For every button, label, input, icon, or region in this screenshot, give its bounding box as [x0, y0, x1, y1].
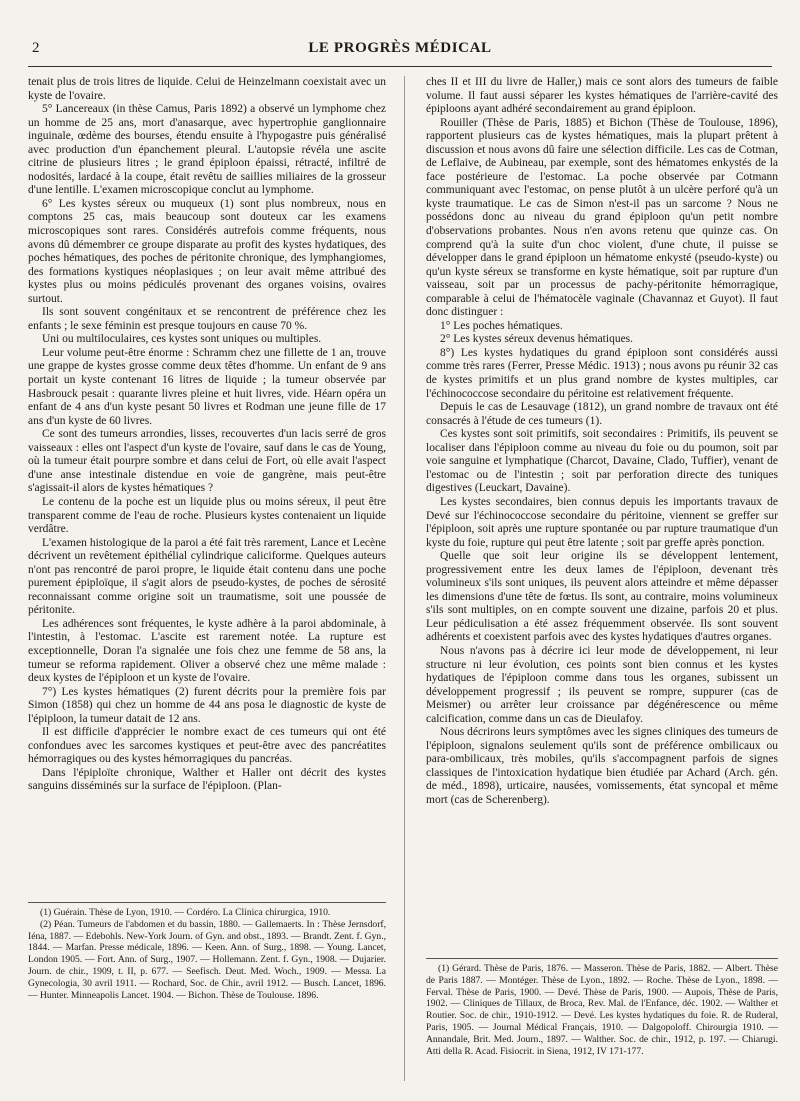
paragraph: 8°) Les kystes hydatiques du grand épiploon sont considérés aussi comme très rares (Ferrer, Presse Médic. 1913) ; nous avons pu réunir 32 cas de kystes primitifs et un plus grand nombre de kystes multiples, car l'échinococcose secondaire du péritoine est relativement fréquente. [426, 346, 778, 400]
paragraph: Ils sont souvent congénitaux et se rencontrent de préférence chez les enfants ; le sexe féminin est presque toujours en cause 70 %. [28, 306, 386, 332]
paragraph: Uni ou multiloculaires, ces kystes sont uniques ou multiples. [42, 333, 322, 346]
paragraph: 1° Les poches hématiques. [440, 319, 563, 332]
paragraph: ches II et III du livre de Haller,) mais ce sont alors des tumeurs de faible volume. Il faut aussi séparer les kystes hématiques de l'arrière-cavité des épiploons ayant adhéré secondairement au grand épiploon. [426, 76, 778, 116]
left-column [28, 76, 386, 794]
paragraph: Ces kystes sont soit primitifs, soit secondaires : Primitifs, ils peuvent se localiser dans l'épiploon comme au niveau du foie ou du poumon, soit par voie sanguine et lymphatique (Charcot, Davaine, Clado, Tuffier), venant de l'estomac ou de l'intestin ; soit par perforation directe des tuniques digestives (Leuckart, Davaine). [426, 428, 778, 495]
paragraph: L'examen histologique de la paroi a été fait très rarement, Lance et Lecène décrivent un revêtement épithélial cylindrique caliciforme. Quelques auteurs n'ont pas rencontré de paroi propre, le liquide était contenu dans une poche purement épiploïque, il s'agit alors de pseudo-kystes, de poches de sérosité reconnaissant comme origine soit un traumatisme, soit une poussée de péritonite. [28, 536, 386, 617]
paragraph: Les adhérences sont fréquentes, le kyste adhère à la paroi abdominale, à l'intestin, à l'estomac. L'ascite est rarement notée. La rupture est exceptionnelle, Doran l'a signalée une fois chez une femme de 58 ans, la tumeur se reforma rapidement. Oliver a observé chez une même malade : deux kystes de l'épiploon et un kyste de l'ovaire. [28, 617, 386, 685]
paragraph: Ce sont des tumeurs arrondies, lisses, recouvertes d'un lacis serré de gros vaisseaux : elles ont l'aspect d'un kyste de l'ovaire, sauf dans le cas de Young, où la tumeur était pourpre sombre et dans celui de Fort, où elle avait l'aspect d'une anse intestinale distendue en voie de gangrène, mais peut-être s'agissait-il alors de kystes hématiques ? [28, 428, 386, 495]
paragraph: Il est difficile d'apprécier le nombre exact de ces tumeurs qui ont été confondues avec les sarcomes kystiques et peut-être avec des pancréatites hémorragiques ou des kystes hémorragiques du pancréas. [28, 726, 386, 766]
header-rule [28, 66, 772, 67]
paragraph: Rouiller (Thèse de Paris, 1885) et Bichon (Thèse de Toulouse, 1896), rapportent plusieurs cas de kystes hématiques, mais la plupart prêtent à discussion et nous avons dû faire une sélection difficile. Les cas de Cotman, de Leflaive, de Aubineau, par exemple, sont des hématomes enkystés de la face postérieure de l'estomac. La poche observée par Cotmann communiquant avec l'estomac, on pense plutôt à un ulcère perforé qu'à un kyste traumatique. Le cas de Simon n'est-il pas un sarcome ? Nous ne possédons donc au niveau du grand épiploon qu'un petit nombre d'observations probantes. Nous n'en avons retenu que quinze cas. On comprend qu'à la suite d'un choc violent, d'une chute, il puisse se développer dans le grand épiploon un hématome enkysté (pseudo-kyste) ou qu'un kyste séreux se transforme en kyste hématique, soit par rupture d'un vaisseau, soit par un processus de pachy-péritonite hémorragique, comparable à celui de l'hématocèle vaginale (Chavannaz et Guyot). Il faut donc distinguer : [426, 116, 778, 319]
footnote: (1) Gérard. Thèse de Paris, 1876. — Masseron. Thèse de Paris, 1882. — Albert. Thèse de Paris 1887. — Montéger. Thèse de Lyon., 1892. — Roche. Thèse de Lyon., 1898. — Ferval. Thèse de Paris, 1900. — Devé. Thèse de Paris, 1900. — Aupois, Thèse de Paris, 1902. — Cliniques de Tillaux, de Broca, Rev. Mal. de l'Enfance, déc. 1902. — Walther et Routier. Soc. de chir., 1910-1912. — Devé. Les kystes hydatiques du foie. R. de Ruderal, Paris, 1905. — Journal Médical Français, 1910. — Dalgopoloff. Chirourgia 1910. — Annandale, Brit. Med. Journ., 1897. — Walther. Soc. de chir., 1912, p. 197. — Chiarugi. Atti della R. Acad. Fisiocrit. in Siena, 1912, IV 171-177. [426, 963, 778, 1057]
footnote: (2) Péan. Tumeurs de l'abdomen et du bassin, 1880. — Gallemaerts. In : Thèse Jernsdorf, Iéna, 1887. — Edebohls. New-York Journ. of Gyn. and obst., 1893. — Brandt. Zent. f. Gyn., 1844. — Marfan. Presse médicale, 1896. — Keen. Ann. of Surg., 1898. — Young. Lancet, London 1905. — Fort. Ann. of Surg., 1907. — Hollemann. Zent. f. Gyn., 1908. — Dujarier. Journ. de chir., 1909, t. II, p. 677. — Seefisch. Deut. Med. Woch., 1909. — Messa. La Gynecologia, 30 avril 1911. — Rochard, Soc. de Chir., avril 1912. — Busch. Lancet, 1896. — Hunter. Minneapolis Lancet. 1904. — Bichon. Thèse de Toulouse. 1896. [28, 918, 386, 1001]
paragraph: Les kystes secondaires, bien connus depuis les importants travaux de Devé sur l'échinococcose secondaire du péritoine, viennent se greffer sur l'épiploon, soit après une rupture spontanée ou par rupture traumatique d'un kyste du foie, rupture qui peut être latente ; soit par greffe après ponction. [426, 495, 778, 549]
paragraph: Depuis le cas de Lesauvage (1812), un grand nombre de travaux ont été consacrés à l'étude de ces tumeurs (1). [426, 401, 778, 427]
footnote: (1) Guérain. Thèse de Lyon, 1910. — Cordéro. La Clinica chirurgica, 1910. [40, 907, 331, 918]
footnote-rule [426, 958, 778, 959]
paragraph: 5° Lancereaux (in thèse Camus, Paris 1892) a observé un lymphome chez un homme de 25 ans, mort d'anasarque, avec hypertrophie ganglionnaire inguinale, œdème des bourses, étendu ensuite à l'hypogastre puis généralisé avec production d'un épanchement pleural. L'autopsie révéla une ascite citrine de plusieurs litres ; le grand épiploon épaissi, rétracté, infiltré de nodosités, lardacé à la coupe, était revêtu de saillies miliaires de la grosseur d'une lentille. L'examen microscopique conclut au lymphome. [28, 103, 386, 197]
left-footnotes [28, 902, 386, 1001]
page-header [28, 40, 772, 62]
paragraph: 6° Les kystes séreux ou muqueux (1) sont plus nombreux, nous en comptons 25 cas, mais beaucoup sont douteux car les examens microscopiques sont rares. Considérés autrefois comme fréquents, nous avons dû démembrer ce groupe disparate au profit des kystes hydatiques, des poches hématiques, des poches de péritonite chronique, des lymphangiomes, des formations kystiques néoplasiques ; on leur avait même attribué des kystes plus ou moins pédiculés provenant des organes voisins, ovaires surtout. [28, 197, 386, 305]
paragraph: Dans l'épiploïte chronique, Walther et Haller ont décrit des kystes sanguins disséminés sur la surface de l'épiploon. (Plan- [28, 766, 386, 793]
column-divider [404, 76, 405, 1081]
paragraph: tenait plus de trois litres de liquide. Celui de Heinzelmann coexistait avec un kyste de l'ovaire. [28, 76, 386, 102]
paragraph: Leur volume peut-être énorme : Schramm chez une fillette de 1 an, trouve une grappe de kystes grosse comme deux têtes d'homme. Un enfant de 9 ans portait un kyste contenant 16 litres de liquide ; la tumeur observée par Hasbrouck pesait : quarante livres pleine et huit livres, vide. Héarn opéra un enfant de 4 ans d'un kyste pesant 50 livres et Rodman une jeune fille de 17 ans d'un kyste de 60 livres. [28, 346, 386, 427]
journal-title: LE PROGRÈS MÉDICAL [308, 40, 492, 56]
right-footnotes [426, 958, 778, 1057]
footnote-rule [28, 902, 386, 903]
paragraph: Nous décrirons leurs symptômes avec les signes cliniques des tumeurs de l'épiploon, signalons seulement qu'ils sont de préférence ombilicaux ou para-ombilicaux, très mobiles, qu'ils s'accompagnent parfois de signes classiques de l'intoxication hydatique bien étudiée par Achard (Arch. gén. de méd., 1898), urticaire, nausées, vomissements, état syncopal et même mort (cas de Scherenberg). [426, 726, 778, 806]
paragraph: Quelle que soit leur origine ils se développent lentement, progressivement entre les deux lames de l'épiploon, devenant très volumineux s'ils sont uniques, ils peuvent alors atteindre et même dépasser les dimensions d'une tête de fœtus. Ils sont, au contraire, moins volumineux s'ils sont multiples, on en compte souvent une dizaine, parfois 20 et plus. Leur pédiculisation a été assez fréquemment observée. Ils sont souvent adhérents et coexistent parfois avec des kystes hydatiques d'autres organes. [426, 550, 778, 644]
page-number: 2 [32, 40, 40, 56]
right-column [426, 76, 778, 808]
paragraph: 2° Les kystes séreux devenus hématiques. [440, 333, 634, 346]
paragraph: Nous n'avons pas à décrire ici leur mode de développement, ni leur structure ni leur évolution, ces points sont bien connus et les kystes hydatiques de l'épiploon comme dans tous les organes, subissent un développement progressif ; ils peuvent se rompre, suppurer (cas de Meismer) ou arrêter leur croissance par dégénérescence ou même calcification, comme dans un cas de Dieulafoy. [426, 644, 778, 725]
paragraph: 7°) Les kystes hématiques (2) furent décrits pour la première fois par Simon (1858) qui chez un homme de 44 ans posa le diagnostic de kyste de l'épiploon, la tumeur datait de 12 ans. [28, 685, 386, 725]
paragraph: Le contenu de la poche est un liquide plus ou moins séreux, il peut être transparent comme de l'eau de roche. Plusieurs kystes contenaient un liquide verdâtre. [28, 495, 386, 536]
